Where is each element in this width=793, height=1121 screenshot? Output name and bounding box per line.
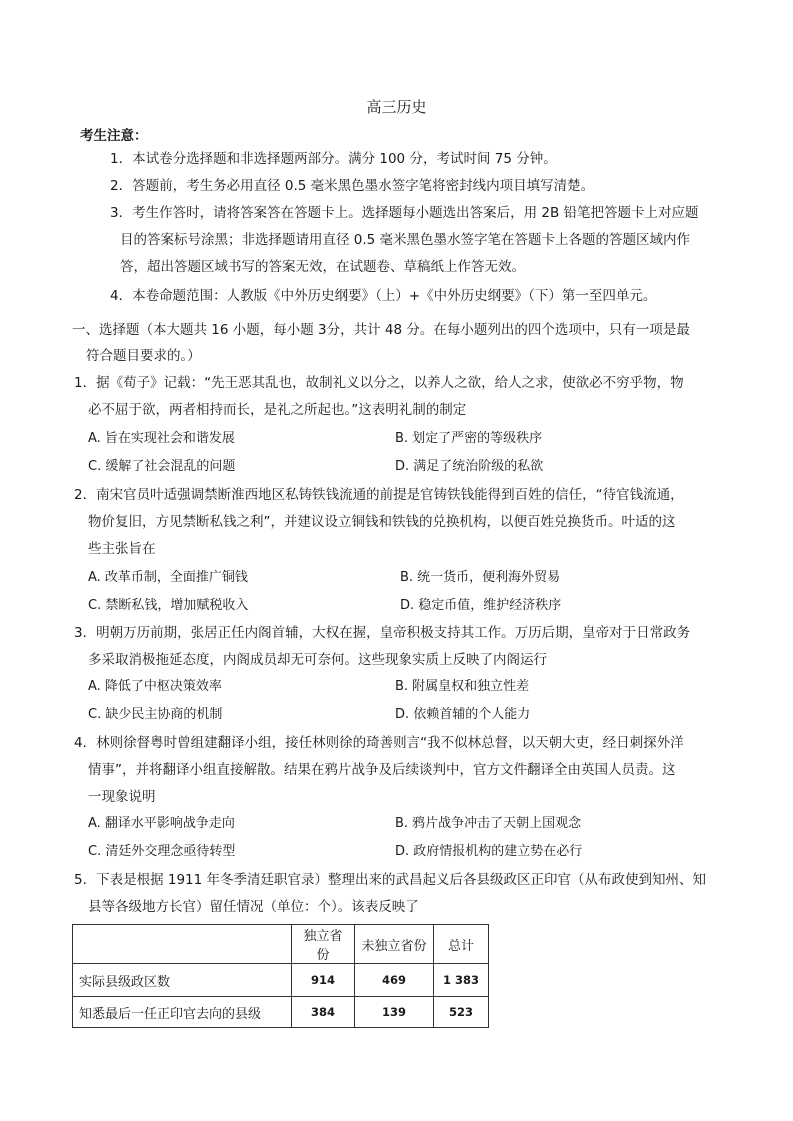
data-table xyxy=(72,924,489,1028)
question-stem: 2．南宋官员叶适强调禁断淮西地区私铸铁钱流通的前提是官铸铁钱能得到百姓的信任，“待官钱流通， xyxy=(74,487,684,503)
table-cell: 实际县级政区数 xyxy=(73,964,292,997)
option-b: B. 鸦片战争冲击了天朝上国观念 xyxy=(395,816,582,831)
option-c: C. 禁断私钱，增加赋税收入 xyxy=(88,598,249,613)
question-stem: 些主张旨在 xyxy=(88,541,156,557)
notice-line: 4．本卷命题范围：人教版《中外历史纲要》（上）+《中外历史纲要》（下）第一至四单元。 xyxy=(110,288,657,304)
question-stem: 5．下表是根据 1911 年冬季清廷职官录）整理出来的武昌起义后各县级政区正印官（从布政使到知州、知 xyxy=(74,872,707,888)
notice-line: 2．答题前，考生务必用直径 0.5 毫米黑色墨水签字笔将密封线内项目填写清楚。 xyxy=(110,178,595,194)
question-stem: 多采取消极拖延态度，内阁成员却无可奈何。这些现象实质上反映了内阁运行 xyxy=(88,652,547,668)
notice-line: 目的答案标号涂黑；非选择题请用直径 0.5 毫米黑色墨水签字笔在答题卡上各题的答题区域内作 xyxy=(120,232,691,248)
table-cell: 469 xyxy=(355,964,434,997)
option-d: D. 依赖首辅的个人能力 xyxy=(395,707,531,722)
question-stem: 县等各级地方长官）留任情况（单位：个）。该表反映了 xyxy=(88,899,419,915)
page-title: 高三历史 xyxy=(366,98,427,116)
table-header-cell: 总计 xyxy=(434,925,489,964)
table-cell: 1 383 xyxy=(434,964,489,997)
question-stem: 4．林则徐督粤时曾组建翻译小组，接任林则徐的琦善则言“我不似林总督，以天朝大吏，经日刺探外洋 xyxy=(74,735,684,751)
option-c: C. 缓解了社会混乱的问题 xyxy=(88,459,236,474)
option-a: A. 改革币制，全面推广铜钱 xyxy=(88,570,248,585)
question-stem: 3．明朝万历前期，张居正任内阁首辅，大权在握，皇帝积极支持其工作。万历后期，皇帝对于日常政务 xyxy=(74,625,691,641)
table-cell: 139 xyxy=(355,997,434,1028)
section-heading-cont: 符合题目要求的。） xyxy=(86,348,201,364)
notice-line: 1．本试卷分选择题和非选择题两部分。满分 100 分，考试时间 75 分钟。 xyxy=(110,151,557,167)
table-cell: 知悉最后一任正印官去向的县级 xyxy=(73,997,292,1028)
question-stem: 1．据《荀子》记载：“先王恶其乱也，故制礼义以分之，以养人之欲，给人之求，使欲必不穷乎物，物 xyxy=(74,375,684,391)
table-cell: 384 xyxy=(292,997,355,1028)
option-b: B. 附属皇权和独立性差 xyxy=(395,679,530,694)
option-d: D. 满足了统治阶级的私欲 xyxy=(395,459,544,474)
table-row xyxy=(73,997,489,1028)
table-cell: 523 xyxy=(434,997,489,1028)
option-a: A. 旨在实现社会和谐发展 xyxy=(88,431,235,446)
table-header-cell: 独立省份 xyxy=(292,925,355,964)
option-a: A. 降低了中枢决策效率 xyxy=(88,679,222,694)
question-stem: 必不屈于欲，两者相持而长，是礼之所起也。”这表明礼制的制定 xyxy=(88,402,467,418)
option-d: D. 政府情报机构的建立势在必行 xyxy=(395,844,583,859)
section-heading: 一、选择题（本大题共 16 小题，每小题 3分，共计 48 分。在每小题列出的四个选项中，只有一项是最 xyxy=(72,322,690,338)
table-row xyxy=(73,964,489,997)
notice-line: 3．考生作答时，请将答案答在答题卡上。选择题每小题选出答案后，用 2B 铅笔把答题卡上对应题 xyxy=(110,205,699,221)
table-header-cell xyxy=(73,925,292,964)
option-b: B. 划定了严密的等级秩序 xyxy=(395,431,543,446)
table-header-row xyxy=(73,925,489,964)
option-d: D. 稳定币值，维护经济秩序 xyxy=(400,598,562,613)
table-cell: 914 xyxy=(292,964,355,997)
option-c: C. 缺少民主协商的机制 xyxy=(88,707,223,722)
question-stem: 一现象说明 xyxy=(88,789,156,805)
option-b: B. 统一货币，便利海外贸易 xyxy=(400,570,561,585)
notice-line: 答，超出答题区域书写的答案无效，在试题卷、草稿纸上作答无效。 xyxy=(120,259,525,275)
option-a: A. 翻译水平影响战争走向 xyxy=(88,816,235,831)
notice-heading: 考生注意： xyxy=(80,128,148,144)
option-c: C. 清廷外交理念亟待转型 xyxy=(88,844,236,859)
question-stem: 情事”，并将翻译小组直接解散。结果在鸦片战争及后续谈判中，官方文件翻译全由英国人员责。这 xyxy=(88,762,676,778)
table-header-cell: 未独立省份 xyxy=(355,925,434,964)
question-stem: 物价复旧，方见禁断私钱之利”，并建议设立铜钱和铁钱的兑换机构，以便百姓兑换货币。叶适的这 xyxy=(88,514,676,530)
